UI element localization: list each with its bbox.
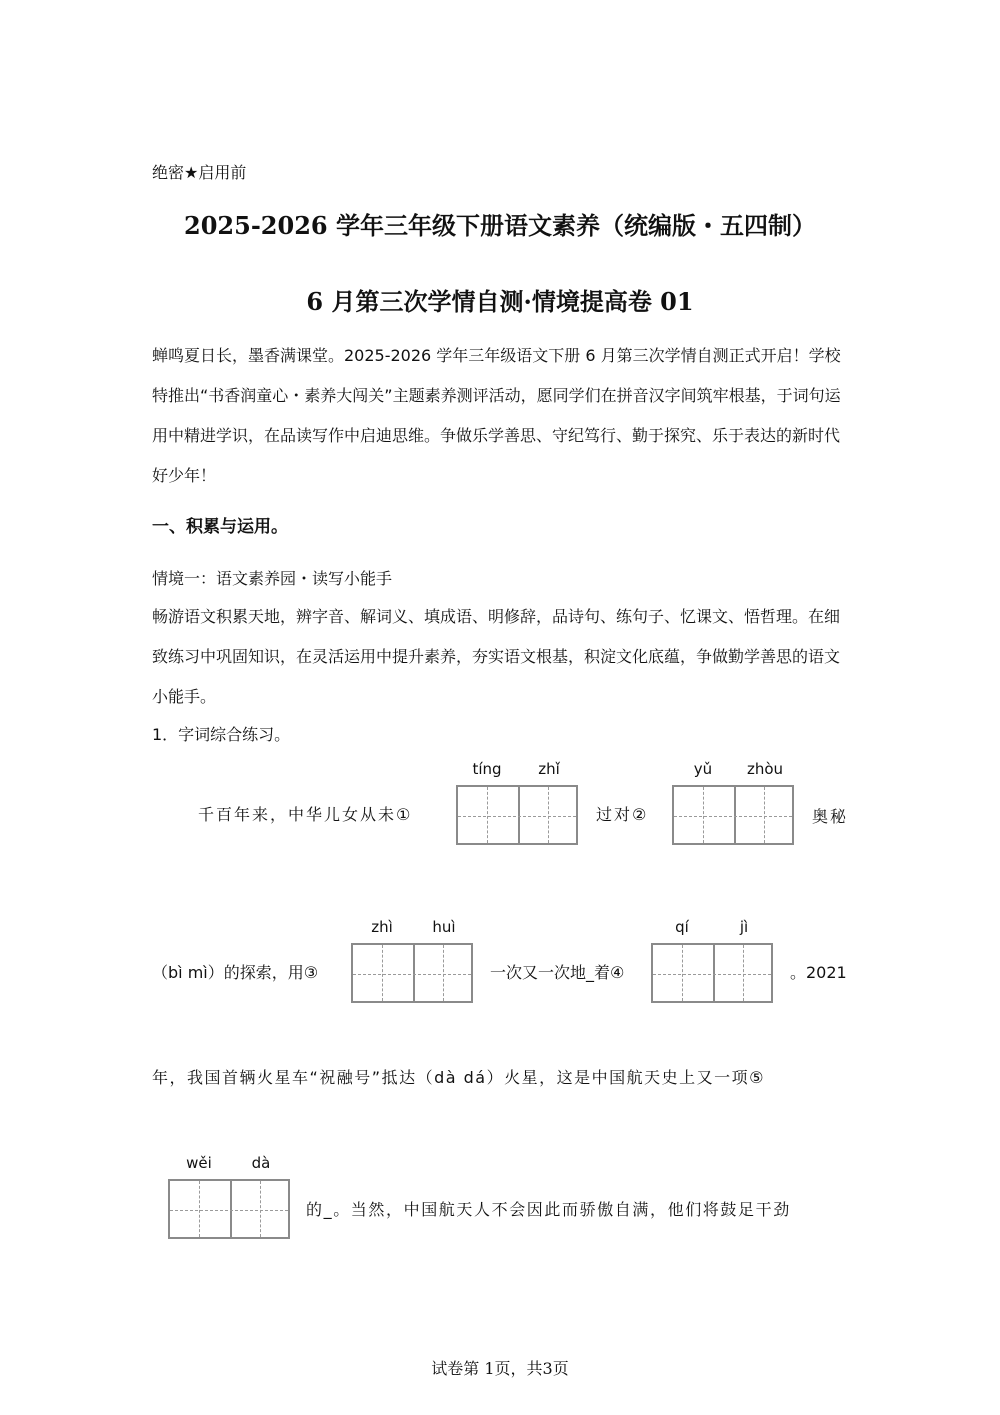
- exercise-line1-text-c: 奥秘: [812, 807, 849, 826]
- exercise-line2-text-c: 。2021: [790, 963, 847, 982]
- answer-box-3[interactable]: [351, 943, 473, 1003]
- exercise-line1-text-b: 过对②: [596, 805, 649, 824]
- pinyin-box2-a: yǔ: [693, 760, 713, 778]
- pinyin-box3-a: zhì: [371, 918, 393, 936]
- exam-title: 2025-2026 学年三年级下册语文素养（统编版・五四制）: [184, 211, 816, 240]
- answer-box-2[interactable]: [672, 785, 794, 845]
- answer-box-4[interactable]: [651, 943, 773, 1003]
- pinyin-box2-b: zhòu: [746, 760, 784, 778]
- pinyin-box5-a: wěi: [186, 1154, 212, 1172]
- exercise-line1-text-a: 千百年来，中华儿女从未①: [198, 805, 413, 824]
- question-1-label: 1．字词综合练习。: [152, 725, 291, 744]
- exercise-line2-text-b: 一次又一次地_着④: [490, 963, 625, 982]
- pinyin-box4-a: qí: [675, 918, 689, 936]
- exercise-line3-text: 年，我国首辆火星车“祝融号”抵达（dà dá）火星，这是中国航天史上又一项⑤: [152, 1068, 765, 1087]
- answer-box-1[interactable]: [456, 785, 578, 845]
- answer-box-5[interactable]: [168, 1179, 290, 1239]
- exercise-line4-text: 的_。当然，中国航天人不会因此而骄傲自满，他们将鼓足干劲: [306, 1200, 791, 1219]
- pinyin-box3-b: huì: [432, 918, 456, 936]
- pinyin-box4-b: jì: [739, 918, 749, 936]
- page-footer: 试卷第 1页，共3页: [431, 1359, 569, 1378]
- section-heading: 一、积累与运用。: [152, 517, 288, 537]
- pinyin-box1-b: zhǐ: [538, 760, 560, 778]
- confidential-mark: 绝密★启用前: [152, 163, 247, 182]
- intro-paragraph: 蝉鸣夏日长，墨香满课堂。2025-2026 学年三年级语文下册 6 月第三次学情自测正式开启！学校特推出“书香润童心・素养大闯关”主题素养测评活动，愿同学们在拼音汉字间筑牢根基，于词句运用中精进学识，在品读写作中启迪思维。争做乐学善思、守纪笃行、勤于探究、乐于表达的新时代好少年！: [152, 346, 841, 485]
- context-paragraph: 畅游语文积累天地，辨字音、解词义、填成语、明修辞，品诗句、练句子、忆课文、悟哲理。在细致练习中巩固知识，在灵活运用中提升素养，夯实语文根基，积淀文化底蕴，争做勤学善思的语文小能手。: [152, 607, 841, 706]
- context-title: 情境一：语文素养园・读写小能手: [152, 569, 393, 588]
- pinyin-box1-a: tíng: [472, 760, 502, 778]
- exam-subtitle: 6 月第三次学情自测·情境提高卷 01: [306, 287, 694, 316]
- exercise-line2-text-a: （bì mì）的探索，用③: [152, 963, 319, 982]
- pinyin-box5-b: dà: [251, 1154, 271, 1172]
